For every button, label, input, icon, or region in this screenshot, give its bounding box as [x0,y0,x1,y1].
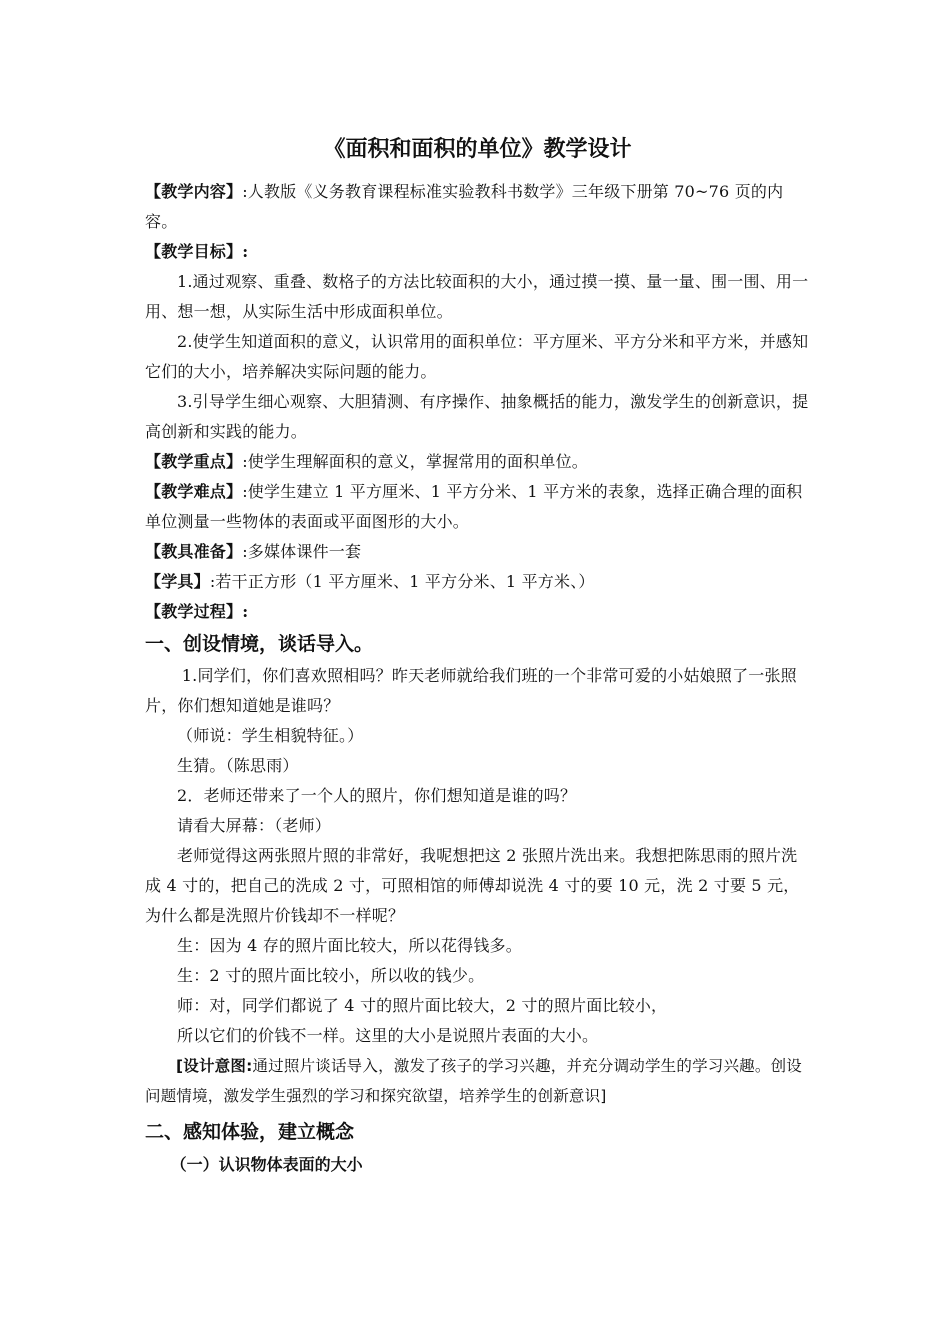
goal-item-1: 1.通过观察、重叠、数格子的方法比较面积的大小，通过摸一摸、量一量、围一围、用一用、想一想，从实际生活中形成面积单位。 [145,272,809,321]
key-point-text: :使学生理解面积的意义，掌握常用的面积单位。 [242,452,588,471]
teaching-tools [145,537,810,567]
teaching-goals-colon: : [242,242,249,261]
section-2-heading: 二、感知体验，建立概念 [145,1121,355,1143]
design-intent [145,1051,810,1111]
teaching-content-text: :人教版《义务教育课程标准实验教科书数学》三年级下册第 70~76 页的内容。 [145,182,784,231]
goal-item-2: 2.使学生知道面积的意义，认识常用的面积单位：平方厘米、平方分米和平方米，并感知它们的大小，培养解决实际问题的能力。 [145,332,809,381]
teaching-tools-text: :多媒体课件一套 [242,542,362,561]
section-1-paragraph: 生：2 寸的照片面比较小，所以收的钱少。 [177,966,485,985]
student-tools [145,567,810,597]
teaching-goals-label: 【教学目标】 [145,242,243,261]
section-1-paragraph: 生：因为 4 存的照片面比较大，所以花得钱多。 [177,936,522,955]
section-2-subheading: （一）认识物体表面的大小 [170,1155,363,1174]
section-1-paragraph: 生猜。（陈思雨） [177,756,299,775]
difficulty-text: :使学生建立 1 平方厘米、1 平方分米、1 平方米的表象，选择正确合理的面积单位测量一些物体的表面或平面图形的大小。 [145,482,803,531]
section-1-paragraph: 老师觉得这两张照片照的非常好，我呢想把这 2 张照片洗出来。我想把陈思雨的照片洗成 4 寸的，把自己的洗成 2 寸，可照相馆的师傅却说洗 4 寸的要 10 元，洗 2 寸要 5 元，为什么都是洗照片价钱却不一样呢？ [145,846,800,925]
design-intent-label: [设计意图: [176,1057,253,1075]
section-1-paragraph: 2．老师还带来了一个人的照片，你们想知道是谁的吗？ [177,786,577,805]
document-body [145,133,810,1181]
teaching-tools-label: 【教具准备】 [145,542,243,561]
section-1-heading: 一、创设情境，谈话导入。 [145,633,374,655]
section-1-paragraph: 所以它们的价钱不一样。这里的大小是说照片表面的大小。 [177,1026,599,1045]
section-1-paragraph: 师：对，同学们都说了 4 寸的照片面比较大，2 寸的照片面比较小， [177,996,668,1015]
design-intent-text: 通过照片谈话导入，激发了孩子的学习兴趣，并充分调动学生的学习兴趣。创设问题情境，激发学生强烈的学习和探究欲望，培养学生的创新意识] [145,1057,802,1105]
teaching-process-colon: : [242,602,249,621]
student-tools-label: 【学具】 [145,572,210,591]
teaching-goals-heading [145,237,810,267]
teaching-content [145,177,810,237]
section-1-paragraph: 1.同学们，你们喜欢照相吗？昨天老师就给我们班的一个非常可爱的小姑娘照了一张照片，你们想知道她是谁吗？ [145,666,797,715]
teaching-process-label: 【教学过程】 [145,602,243,621]
key-point-label: 【教学重点】 [145,452,243,471]
page-title: 《面积和面积的单位》教学设计 [323,137,632,162]
section-1-paragraph: 请看大屏幕：（老师） [177,816,332,835]
student-tools-text: :若干正方形（1 平方厘米、1 平方分米、1 平方米、） [209,572,595,591]
difficulty-label: 【教学难点】 [145,482,243,501]
difficulty [145,477,810,537]
teaching-process-heading [145,597,810,627]
teaching-content-label: 【教学内容】 [145,182,243,201]
key-point [145,447,810,477]
section-1-paragraph: （师说：学生相貌特征。） [177,726,364,745]
goal-item-3: 3.引导学生细心观察、大胆猜测、有序操作、抽象概括的能力，激发学生的创新意识，提高创新和实践的能力。 [145,392,809,441]
